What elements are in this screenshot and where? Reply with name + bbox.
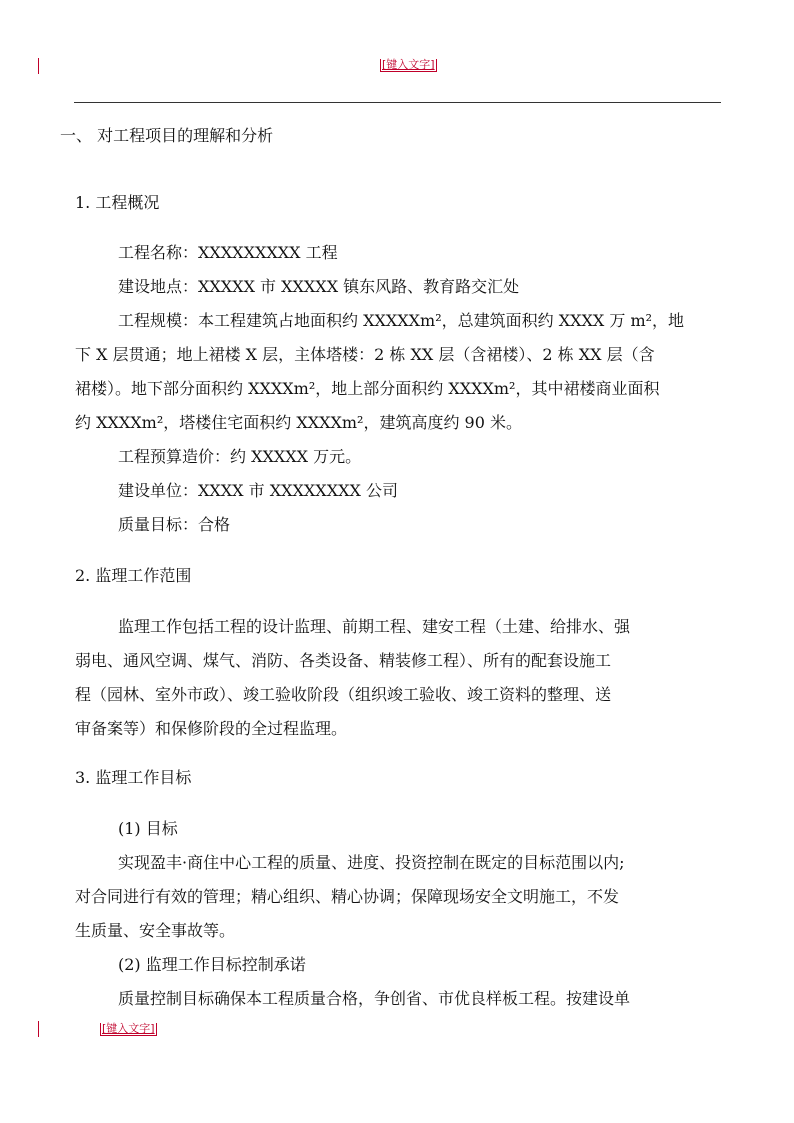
project-site: 建设地点：XXXXX 市 XXXXX 镇东风路、教育路交汇处 bbox=[118, 277, 520, 296]
subheading-target: (1) 目标 bbox=[118, 819, 178, 838]
scope-line-3: 程（园林、室外市政）、竣工验收阶段（组织竣工验收、竣工资料的整理、送 bbox=[75, 685, 612, 704]
project-budget: 工程预算造价：约 XXXXX 万元。 bbox=[118, 447, 362, 466]
heading-3: 3. 监理工作目标 bbox=[75, 768, 192, 787]
section-title: 一、 对工程项目的理解和分析 bbox=[60, 126, 274, 145]
header-margin-mark bbox=[38, 58, 39, 74]
scope-line-2: 弱电、通风空调、煤气、消防、各类设备、精装修工程）、所有的配套设施工 bbox=[75, 651, 612, 670]
heading-2: 2. 监理工作范围 bbox=[75, 566, 192, 585]
header-rule bbox=[74, 102, 721, 103]
commitment-line-1: 质量控制目标确保本工程质量合格，争创省、市优良样板工程。按建设单 bbox=[118, 989, 631, 1008]
target-line-2: 对合同进行有效的管理；精心组织、精心协调；保障现场安全文明施工，不发 bbox=[75, 887, 620, 906]
footer-placeholder[interactable]: [键入文字] bbox=[102, 1022, 155, 1035]
project-owner: 建设单位：XXXX 市 XXXXXXXX 公司 bbox=[118, 481, 398, 500]
target-line-1: 实现盈丰·商住中心工程的质量、进度、投资控制在既定的目标范围以内; bbox=[118, 853, 625, 872]
subheading-commitment: (2) 监理工作目标控制承诺 bbox=[118, 955, 306, 974]
scope-line-1: 监理工作包括工程的设计监理、前期工程、建安工程（土建、给排水、强 bbox=[118, 617, 631, 636]
project-scale-line-4: 约 XXXXm²，塔楼住宅面积约 XXXXm²，建筑高度约 90 米。 bbox=[75, 413, 523, 432]
scope-line-4: 审备案等）和保修阶段的全过程监理。 bbox=[75, 719, 348, 738]
quality-target: 质量目标：合格 bbox=[118, 515, 231, 534]
project-scale-line-2: 下 X 层贯通；地上裙楼 X 层，主体塔楼：2 栋 XX 层（含裙楼）、2 栋 XX 层（含 bbox=[75, 345, 655, 364]
project-name: 工程名称：XXXXXXXXX 工程 bbox=[118, 243, 338, 262]
header-placeholder[interactable]: [键入文字] bbox=[382, 58, 435, 71]
project-scale-line-3: 裙楼）。地下部分面积约 XXXXm²，地上部分面积约 XXXXm²，其中裙楼商业面积 bbox=[75, 379, 660, 398]
project-scale-line-1: 工程规模：本工程建筑占地面积约 XXXXXm²，总建筑面积约 XXXX 万 m²，地 bbox=[118, 311, 685, 330]
heading-1: 1. 工程概况 bbox=[75, 193, 160, 212]
target-line-3: 生质量、安全事故等。 bbox=[75, 921, 236, 940]
footer-margin-mark bbox=[38, 1021, 39, 1037]
